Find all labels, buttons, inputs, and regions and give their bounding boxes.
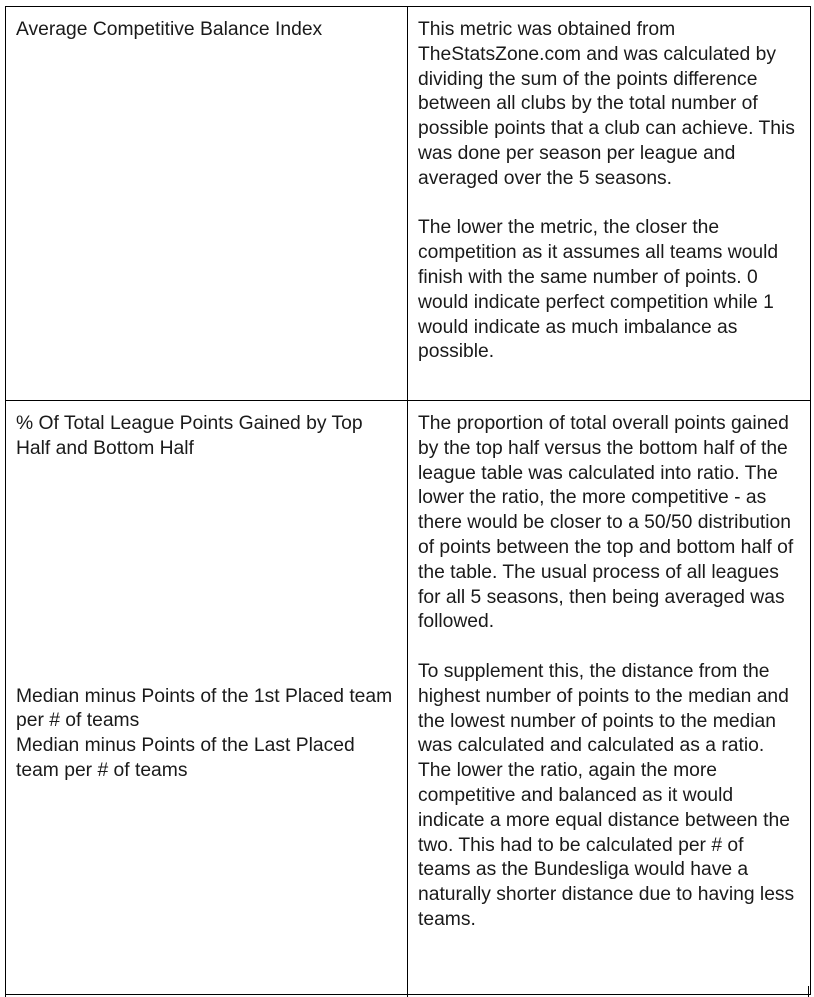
table-row: [6, 7, 810, 401]
next-row-edge: [5, 986, 809, 997]
metric-name-cell: [6, 401, 408, 994]
sub-metric-name: Median minus Points of the 1st Placed team per # of teams: [16, 685, 393, 732]
metric-name-cell: [6, 7, 408, 400]
metric-description-cell: [408, 401, 810, 994]
metric-name: % Of Total League Points Gained by Top Half and Bottom Half: [16, 413, 363, 459]
metric-description-cell: [408, 7, 810, 400]
metric-description-paragraph: The proportion of total overall points gained by the top half versus the bottom half of the league table was calculated into ratio. The lower the ratio, the more competitive - as there would be closer to a 50/50 distribution of points between the top and bottom half of the table. The usual process of all leagues for all 5 seasons, then being averaged was followed.: [418, 413, 794, 633]
metric-description-paragraph: The lower the metric, the closer the competition as it assumes all teams would finish with the same number of points. 0 would indicate perfect competition while 1 would indicate as much imbalance as possible.: [418, 217, 779, 363]
sub-metric-name: Median minus Points of the Last Placed team per # of teams: [16, 735, 355, 781]
metrics-table: [5, 6, 811, 995]
metric-description-paragraph: This metric was obtained from TheStatsZone.com and was calculated by dividing the sum of the points difference between all clubs by the total number of possible points that a club can achieve. This was done per season per league and averaged over the 5 seasons.: [418, 19, 795, 189]
table-row: [6, 401, 810, 995]
metric-name: Average Competitive Balance Index: [16, 19, 323, 40]
sub-metric-description: To supplement this, the distance from the highest number of points to the median and the lowest number of points to the median was calculated and calculated as a ratio. The lower the ratio, again the more competitive and balanced as it would indicate a more equal distance between the two. This had to be calculated per # of teams as the Bundesliga would have a naturally shorter distance due to having less teams.: [418, 660, 795, 930]
